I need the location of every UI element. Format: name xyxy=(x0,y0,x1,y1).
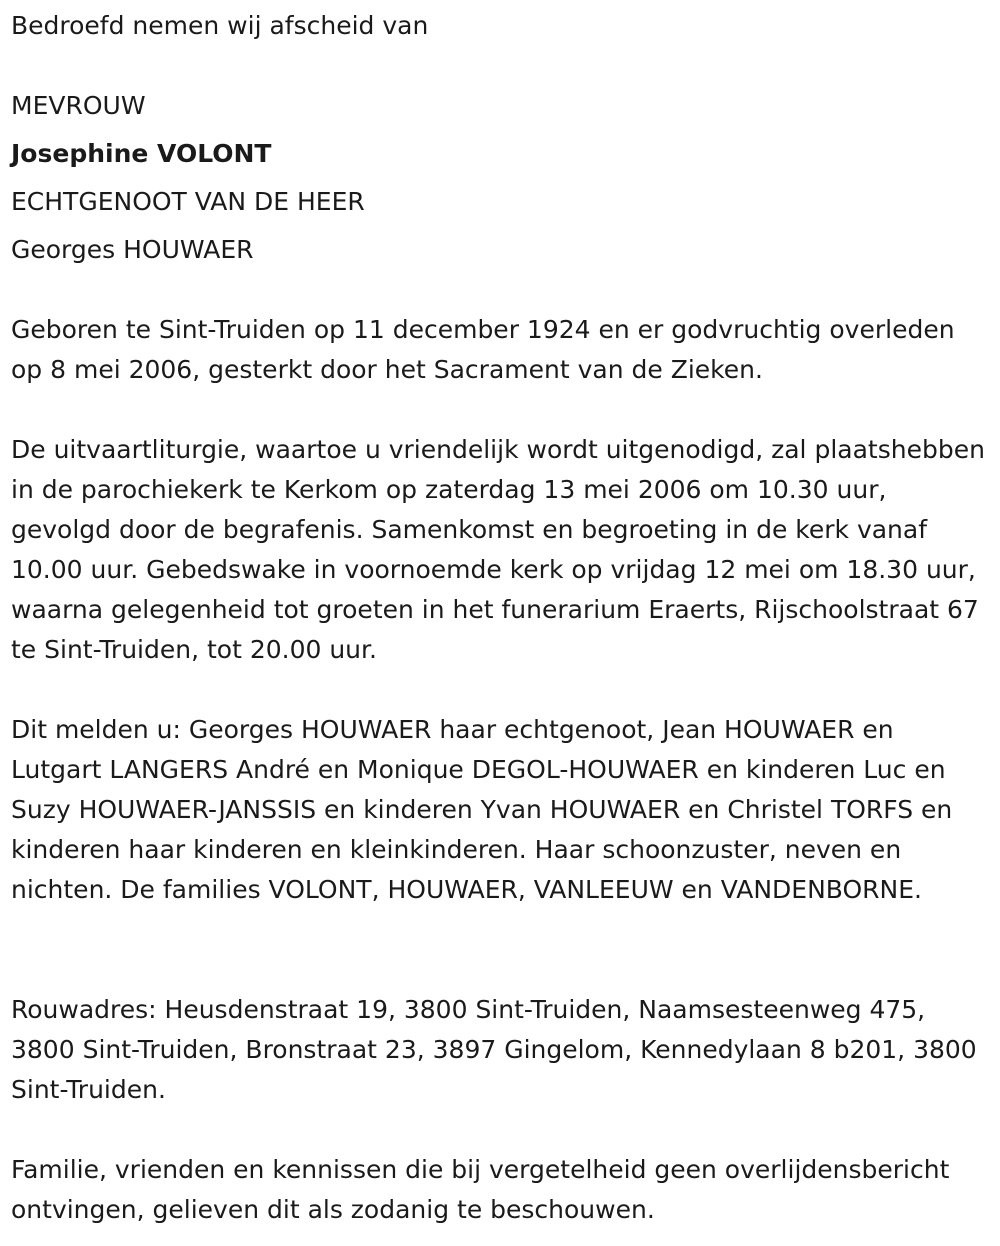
closing-paragraph: Familie, vrienden en kennissen die bij vergetelheid geen overlijdensbericht ontvingen, gelieven dit als zodanig te beschouwen. xyxy=(11,1155,950,1224)
spouse-name: Georges HOUWAER xyxy=(11,235,254,264)
salutation: MEVROUW xyxy=(11,91,146,120)
address-paragraph: Rouwadres: Heusdenstraat 19, 3800 Sint-Truiden, Naamsesteenweg 475, 3800 Sint-Truiden, Bronstraat 23, 3897 Gingelom, Kennedylaan 8 b201, 3800 Sint-Truiden. xyxy=(11,995,977,1104)
relation-line: ECHTGENOOT VAN DE HEER xyxy=(11,187,365,216)
deceased-title-block xyxy=(11,82,365,274)
intro-text: Bedroefd nemen wij afscheid van xyxy=(11,11,429,40)
birth-death-paragraph: Geboren te Sint-Truiden op 11 december 1924 en er godvruchtig overleden op 8 mei 2006, gesterkt door het Sacrament van de Zieken. xyxy=(11,315,955,384)
funeral-paragraph: De uitvaartliturgie, waartoe u vriendelijk wordt uitgenodigd, zal plaatshebben in de parochiekerk te Kerkom op zaterdag 13 mei 2006 om 10.30 uur, gevolgd door de begrafenis. Samenkomst en begroeting in de kerk vanaf 10.00 uur. Gebedswake in voornoemde kerk op vrijdag 12 mei om 18.30 uur, waarna gelegenheid tot groeten in het funerarium Eraerts, Rijschoolstraat 67 te Sint-Truiden, tot 20.00 uur. xyxy=(11,435,985,664)
family-paragraph: Dit melden u: Georges HOUWAER haar echtgenoot, Jean HOUWAER en Lutgart LANGERS André en Monique DEGOL-HOUWAER en kinderen Luc en Suzy HOUWAER-JANSSIS en kinderen Yvan HOUWAER en Christel TORFS en kinderen haar kinderen en kleinkinderen. Haar schoonzuster, neven en nichten. De families VOLONT, HOUWAER, VANLEEUW en VANDENBORNE. xyxy=(11,715,953,904)
deceased-name: Josephine VOLONT xyxy=(11,139,272,168)
